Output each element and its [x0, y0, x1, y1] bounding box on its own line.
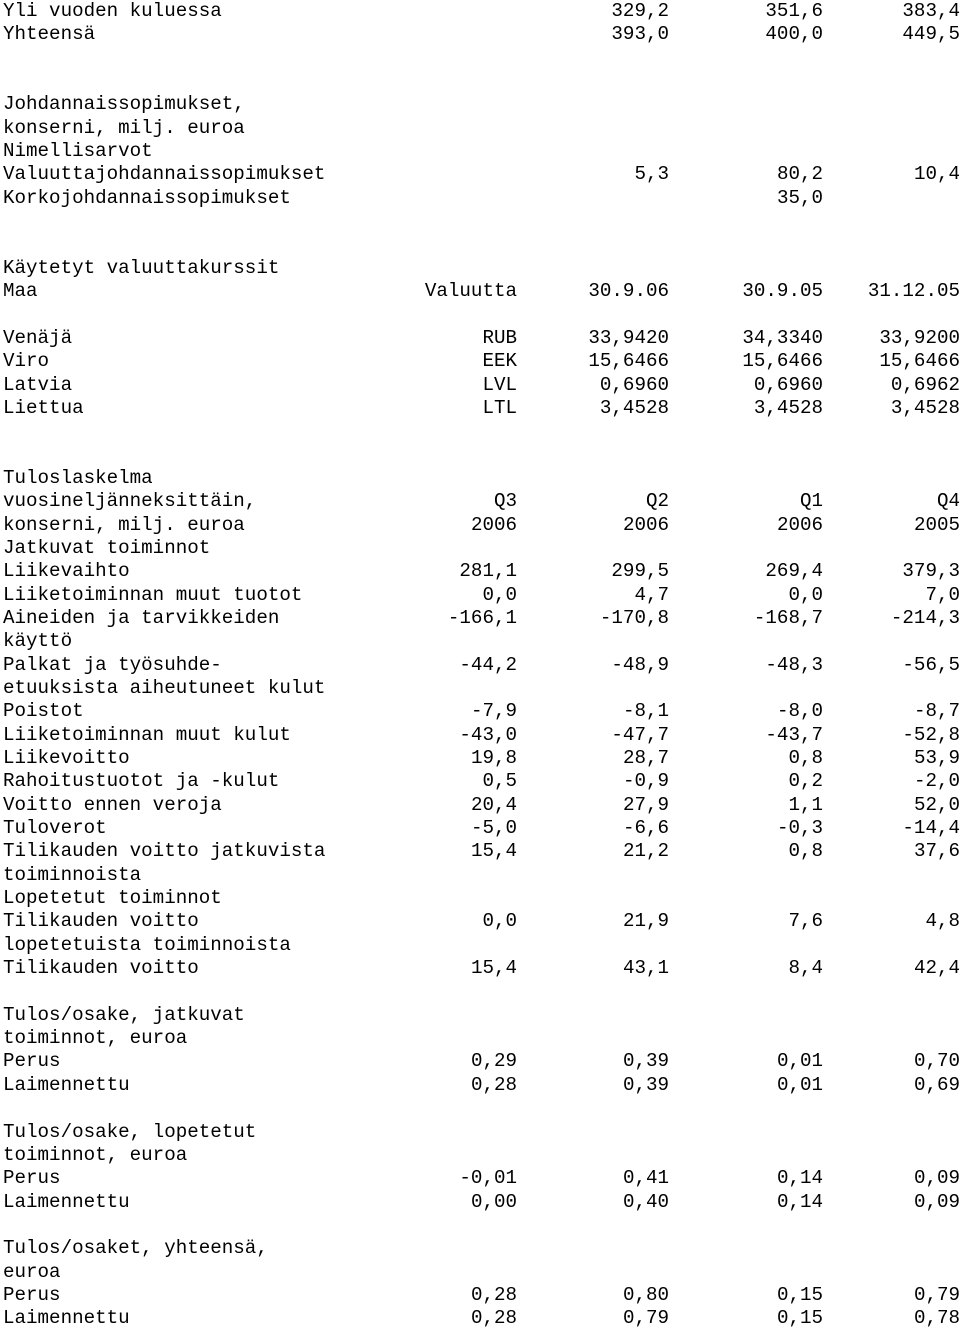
- table-row: [0, 607, 960, 630]
- row-label: Rahoitustuotot ja -kulut: [3, 770, 280, 793]
- cell-col-1: 0,0: [482, 910, 517, 933]
- cell-col-2: 0,40: [622, 1190, 669, 1213]
- cell-col-4: -52,8: [902, 723, 960, 746]
- row-label: Käytetyt valuuttakurssit: [3, 256, 280, 279]
- table-row: [0, 630, 960, 653]
- table-row: [0, 1027, 960, 1050]
- cell-col-3: 0,15: [776, 1283, 823, 1306]
- table-row: [0, 1284, 960, 1307]
- row-label: Venäjä: [3, 326, 73, 349]
- row-label: Perus: [3, 1283, 61, 1306]
- row-label: Tulos/osake, jatkuvat: [3, 1003, 245, 1026]
- blank-line: [0, 420, 960, 443]
- cell-col-2: -8,1: [622, 700, 669, 723]
- table-row: [0, 1237, 960, 1260]
- row-label: Laimennettu: [3, 1073, 130, 1096]
- table-row: [0, 163, 960, 186]
- cell-col-1: -166,1: [447, 606, 517, 629]
- cell-col-2: 393,0: [611, 23, 669, 46]
- cell-col-4: 0,6962: [890, 373, 960, 396]
- cell-col-3: 0,15: [776, 1307, 823, 1330]
- row-label: Tilikauden voitto: [3, 957, 199, 980]
- cell-col-2: 5,3: [634, 163, 669, 186]
- cell-col-2: 0,39: [622, 1073, 669, 1096]
- cell-col-3: 8,4: [788, 957, 823, 980]
- cell-col-1: 0,00: [470, 1190, 517, 1213]
- cell-col-2: 4,7: [634, 583, 669, 606]
- row-label: Viro: [3, 350, 50, 373]
- cell-col-4: 0,78: [913, 1307, 960, 1330]
- cell-col-2: 0,41: [622, 1167, 669, 1190]
- cell-col-3: 269,4: [765, 560, 823, 583]
- table-row: [0, 397, 960, 420]
- cell-col-2: -6,6: [622, 817, 669, 840]
- cell-col-4: Q4: [936, 490, 960, 513]
- cell-col-1: -7,9: [470, 700, 517, 723]
- blank-line: [0, 47, 960, 70]
- cell-col-2: 43,1: [622, 957, 669, 980]
- table-row: [0, 1121, 960, 1144]
- cell-col-4: 0,09: [913, 1167, 960, 1190]
- blank-line: [0, 1097, 960, 1120]
- cell-col-3: 351,6: [765, 0, 823, 22]
- table-row: [0, 1191, 960, 1214]
- row-label: Tilikauden voitto jatkuvista: [3, 840, 326, 863]
- cell-col-3: 34,3340: [742, 326, 823, 349]
- cell-col-1: -0,01: [459, 1167, 517, 1190]
- cell-col-4: 53,9: [913, 747, 960, 769]
- cell-col-1: Valuutta: [424, 280, 517, 303]
- row-label: Nimellisarvot: [3, 140, 153, 163]
- cell-col-1: 2006: [470, 513, 517, 536]
- blank-line: [0, 70, 960, 93]
- cell-col-4: 42,4: [913, 957, 960, 980]
- cell-col-1: LTL: [482, 396, 517, 419]
- row-label: käyttö: [3, 630, 73, 653]
- table-row: [0, 257, 960, 280]
- row-label: Tuloverot: [3, 817, 107, 840]
- row-label: Liikevoitto: [3, 747, 130, 769]
- cell-col-2: -48,9: [611, 653, 669, 676]
- table-row: [0, 93, 960, 116]
- table-row: [0, 374, 960, 397]
- cell-col-4: -14,4: [902, 817, 960, 840]
- row-label: Lopetetut toiminnot: [3, 887, 222, 910]
- cell-col-2: -170,8: [599, 606, 669, 629]
- row-label: Valuuttajohdannaissopimukset: [3, 163, 326, 186]
- table-row: [0, 910, 960, 933]
- cell-col-2: 28,7: [622, 747, 669, 769]
- cell-col-3: -0,3: [776, 817, 823, 840]
- cell-col-1: -44,2: [459, 653, 517, 676]
- table-row: [0, 840, 960, 863]
- table-row: [0, 1144, 960, 1167]
- table-row: [0, 280, 960, 303]
- cell-col-4: 4,8: [925, 910, 960, 933]
- cell-col-3: 35,0: [776, 186, 823, 209]
- blank-line: [0, 233, 960, 256]
- cell-col-1: 20,4: [470, 793, 517, 816]
- cell-col-1: 0,28: [470, 1307, 517, 1330]
- row-label: euroa: [3, 1260, 61, 1283]
- row-label: Maa: [3, 280, 38, 303]
- cell-col-1: 0,29: [470, 1050, 517, 1073]
- cell-col-1: 15,4: [470, 957, 517, 980]
- cell-col-1: Q3: [493, 490, 517, 513]
- row-label: Voitto ennen veroja: [3, 793, 222, 816]
- blank-line: [0, 1214, 960, 1237]
- cell-col-2: -0,9: [622, 770, 669, 793]
- row-label: Poistot: [3, 700, 84, 723]
- cell-col-2: 0,79: [622, 1307, 669, 1330]
- cell-col-4: 33,9200: [879, 326, 960, 349]
- row-label: lopetetuista toiminnoista: [3, 933, 291, 956]
- cell-col-4: 0,09: [913, 1190, 960, 1213]
- cell-col-4: 2005: [913, 513, 960, 536]
- table-row: [0, 747, 960, 770]
- cell-col-3: -8,0: [776, 700, 823, 723]
- row-label: Aineiden ja tarvikkeiden: [3, 606, 280, 629]
- cell-col-2: 299,5: [611, 560, 669, 583]
- row-label: Perus: [3, 1167, 61, 1190]
- table-row: [0, 187, 960, 210]
- table-row: [0, 490, 960, 513]
- row-label: Laimennettu: [3, 1190, 130, 1213]
- cell-col-1: -5,0: [470, 817, 517, 840]
- table-row: [0, 1307, 960, 1330]
- cell-col-3: Q1: [799, 490, 823, 513]
- cell-col-2: 27,9: [622, 793, 669, 816]
- table-row: [0, 140, 960, 163]
- table-row: [0, 1074, 960, 1097]
- cell-col-3: 3,4528: [753, 396, 823, 419]
- row-label: Liettua: [3, 396, 84, 419]
- cell-col-2: 329,2: [611, 0, 669, 22]
- cell-col-4: 7,0: [925, 583, 960, 606]
- cell-col-3: 0,14: [776, 1167, 823, 1190]
- cell-col-4: 0,70: [913, 1050, 960, 1073]
- blank-line: [0, 444, 960, 467]
- table-row: [0, 1004, 960, 1027]
- cell-col-3: 0,01: [776, 1050, 823, 1073]
- row-label: Palkat ja työsuhde-: [3, 653, 222, 676]
- cell-col-3: 0,6960: [753, 373, 823, 396]
- row-label: Johdannaissopimukset,: [3, 93, 245, 116]
- table-row: [0, 467, 960, 490]
- cell-col-3: 15,6466: [742, 350, 823, 373]
- cell-col-2: 21,9: [622, 910, 669, 933]
- table-row: [0, 957, 960, 980]
- cell-col-4: 3,4528: [890, 396, 960, 419]
- table-row: [0, 1261, 960, 1284]
- cell-col-4: -56,5: [902, 653, 960, 676]
- cell-col-3: 1,1: [788, 793, 823, 816]
- cell-col-4: 37,6: [913, 840, 960, 863]
- row-label: Tulos/osaket, yhteensä,: [3, 1237, 268, 1260]
- cell-col-4: -8,7: [913, 700, 960, 723]
- cell-col-4: 379,3: [902, 560, 960, 583]
- row-label: Tuloslaskelma: [3, 466, 153, 489]
- cell-col-2: 0,80: [622, 1283, 669, 1306]
- cell-col-3: 30.9.05: [742, 280, 823, 303]
- row-label: Tulos/osake, lopetetut: [3, 1120, 257, 1143]
- row-label: Jatkuvat toiminnot: [3, 536, 211, 559]
- table-row: [0, 584, 960, 607]
- cell-col-1: EEK: [482, 350, 517, 373]
- row-label: toiminnot, euroa: [3, 1143, 188, 1166]
- table-row: [0, 117, 960, 140]
- row-label: Laimennettu: [3, 1307, 130, 1330]
- table-row: [0, 864, 960, 887]
- row-label: Latvia: [3, 373, 73, 396]
- cell-col-2: 33,9420: [588, 326, 669, 349]
- row-label: Liikevaihto: [3, 560, 130, 583]
- cell-col-3: 0,14: [776, 1190, 823, 1213]
- blank-line: [0, 303, 960, 326]
- table-row: [0, 327, 960, 350]
- cell-col-2: Q2: [645, 490, 669, 513]
- cell-col-3: -43,7: [765, 723, 823, 746]
- cell-col-3: -168,7: [753, 606, 823, 629]
- table-row: [0, 1050, 960, 1073]
- cell-col-3: 7,6: [788, 910, 823, 933]
- cell-col-1: 15,4: [470, 840, 517, 863]
- cell-col-3: -48,3: [765, 653, 823, 676]
- cell-col-2: 15,6466: [588, 350, 669, 373]
- cell-col-3: 0,8: [788, 840, 823, 863]
- cell-col-1: 0,5: [482, 770, 517, 793]
- table-row: [0, 817, 960, 840]
- cell-col-2: 2006: [622, 513, 669, 536]
- cell-col-4: -2,0: [913, 770, 960, 793]
- table-row: [0, 1167, 960, 1190]
- cell-col-2: 21,2: [622, 840, 669, 863]
- row-label: Perus: [3, 1050, 61, 1073]
- table-row: [0, 350, 960, 373]
- cell-col-4: 10,4: [913, 163, 960, 186]
- row-label: toiminnoista: [3, 863, 142, 886]
- table-row: [0, 677, 960, 700]
- cell-col-3: 0,01: [776, 1073, 823, 1096]
- cell-col-1: 0,28: [470, 1283, 517, 1306]
- row-label: konserni, milj. euroa: [3, 513, 245, 536]
- table-row: [0, 514, 960, 537]
- table-row: [0, 887, 960, 910]
- row-label: Tilikauden voitto: [3, 910, 199, 933]
- row-label: Liiketoiminnan muut tuotot: [3, 583, 303, 606]
- cell-col-4: 449,5: [902, 23, 960, 46]
- cell-col-4: 0,69: [913, 1073, 960, 1096]
- cell-col-1: 0,0: [482, 583, 517, 606]
- cell-col-2: 0,39: [622, 1050, 669, 1073]
- cell-col-2: 30.9.06: [588, 280, 669, 303]
- table-row: [0, 23, 960, 46]
- cell-col-4: 383,4: [902, 0, 960, 22]
- cell-col-2: -47,7: [611, 723, 669, 746]
- cell-col-3: 80,2: [776, 163, 823, 186]
- row-label: toiminnot, euroa: [3, 1027, 188, 1050]
- blank-line: [0, 210, 960, 233]
- cell-col-4: 31.12.05: [867, 280, 960, 303]
- cell-col-1: 0,28: [470, 1073, 517, 1096]
- cell-col-1: LVL: [482, 373, 517, 396]
- cell-col-3: 2006: [776, 513, 823, 536]
- table-row: [0, 537, 960, 560]
- table-row: [0, 770, 960, 793]
- row-label: Yli vuoden kuluessa: [3, 0, 222, 22]
- cell-col-3: 0,2: [788, 770, 823, 793]
- table-row: [0, 794, 960, 817]
- cell-col-3: 400,0: [765, 23, 823, 46]
- table-row: [0, 700, 960, 723]
- row-label: vuosineljänneksittäin,: [3, 490, 257, 513]
- cell-col-1: 281,1: [459, 560, 517, 583]
- table-row: [0, 560, 960, 583]
- row-label: etuuksista aiheutuneet kulut: [3, 676, 326, 699]
- row-label: Yhteensä: [3, 23, 96, 46]
- table-row: [0, 654, 960, 677]
- row-label: Korkojohdannaissopimukset: [3, 186, 291, 209]
- cell-col-4: 52,0: [913, 793, 960, 816]
- cell-col-2: 0,6960: [599, 373, 669, 396]
- cell-col-1: 19,8: [470, 747, 517, 769]
- table-row: [0, 0, 960, 23]
- cell-col-2: 3,4528: [599, 396, 669, 419]
- cell-col-3: 0,8: [788, 747, 823, 769]
- blank-line: [0, 980, 960, 1003]
- row-label: konserni, milj. euroa: [3, 116, 245, 139]
- cell-col-1: -43,0: [459, 723, 517, 746]
- row-label: Liiketoiminnan muut kulut: [3, 723, 291, 746]
- cell-col-4: -214,3: [890, 606, 960, 629]
- cell-col-1: RUB: [482, 326, 517, 349]
- cell-col-4: 15,6466: [879, 350, 960, 373]
- table-row: [0, 724, 960, 747]
- table-row: [0, 934, 960, 957]
- cell-col-3: 0,0: [788, 583, 823, 606]
- cell-col-4: 0,79: [913, 1283, 960, 1306]
